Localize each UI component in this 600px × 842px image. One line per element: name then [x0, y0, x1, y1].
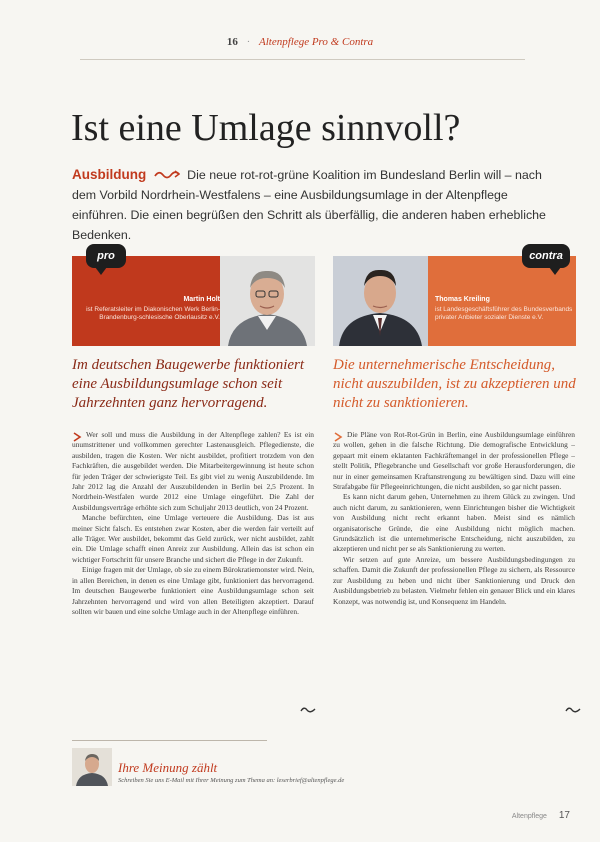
header-separator: · — [246, 36, 251, 48]
running-header — [0, 36, 600, 48]
contra-author-info — [435, 296, 575, 323]
contra-badge: contra — [522, 244, 570, 268]
opinion-subtitle: Schreiben Sie uns E-Mail mit Ihrer Meinung zum Thema an: leserbrief@altenpflege.de — [118, 777, 345, 784]
contra-thesis: Die unternehmerische Entscheidung, nicht auszubilden, ist zu akzeptieren und nicht zu sanktionieren. — [333, 357, 576, 411]
editor-avatar — [72, 748, 112, 786]
chevron-right-icon — [333, 432, 343, 442]
page-title: Ist eine Umlage sinnvoll? — [71, 107, 461, 149]
body-paragraph: Manche befürchten, eine Umlage verteuere die Ausbildung. Das ist aus meiner Sicht falsch. Es entstehen zwar Kosten, aber die werden fair verteilt auf alle Träger. Wer ausbildet, bekommt das Geld zurück, wer nicht ausbildet, zahlt ein. Die Umlage schafft einen Anreiz zur Ausbildung. Allein das ist schon ein wichtiger Fortschritt für unsere Branche und sichert die Pflege in der Zukunft. — [72, 513, 314, 564]
portrait-icon — [72, 748, 112, 786]
page-number: 16 — [226, 36, 238, 48]
section-name: Altenpflege Pro & Contra — [259, 36, 374, 48]
body-paragraph: Einige fragen mit der Umlage, ob sie zu einem Bürokratiemonster wird. Nein, in allen Bereichen, in denen es eine Umlage gibt, funktioniert das hervorragend. Im deutschen Baugewerbe funktioniert eine Ausbildungsumlage schon seit Jahrzehnten hervorragend und wird von allen Beteiligten akzeptiert. Darauf sollten wir bauen und eine solche Umlage auch in der Altenpflege einführen. — [72, 565, 314, 616]
wave-end-icon — [300, 706, 316, 714]
wave-end-icon — [565, 706, 581, 714]
lead-text: Die neue rot-rot-grüne Koalition im Bundesland Berlin will – nach dem Vorbild Nordrhein-Westfalens – eine Ausbildungsumlage in der Altenpflege einführen. Die einen begrüßen den Schritt als überfällig, die anderen haben erhebliche Bedenken. — [72, 168, 546, 242]
pro-thesis: Im deutschen Baugewerbe funktioniert eine Ausbildungsumlage schon seit Jahrzehnten ganz hervorragend. — [72, 357, 305, 411]
opinion-rule — [72, 740, 267, 741]
body-paragraph: Die Pläne von Rot-Rot-Grün in Berlin, eine Ausbildungsumlage einführen zu wollen, gehen in die falsche Richtung. Die demografische Entwicklung – gepaart mit einem eklatanten Fachkräftemangel in der professionellen Pflege – stellt Politik, Pflegebranche und Gesellschaft vor große Herausforderungen, die nur in einer gemeinsamen Kraftanstrengung zu bewältigen sind. Dazu will eine Strafabgabe für Pflegeeinrichtungen, die nicht ausbilden, so gar nicht passen. — [333, 430, 575, 492]
contra-body-text — [333, 430, 575, 607]
opinion-title: Ihre Meinung zählt — [118, 760, 218, 775]
chevron-right-icon — [72, 432, 82, 442]
pro-author-panel — [72, 256, 315, 346]
pro-badge: pro — [86, 244, 126, 268]
body-paragraph: Wer soll und muss die Ausbildung in der Altenpflege zahlen? Es ist ein unumstrittener und vollkommen gerechter Lastenausgleich. Pflegedienste, die ausbilden, tragen die Kosten. Wer nicht ausbildet, profitiert trotzdem von den Fachkräften, die ausgebildet werden. Die Mitarbeitergewinnung ist heute schon für jeden Träger der schwierigste Teil. Es gibt viel zu wenig Auszubildende. Im Jahr 2012 lag die Anzahl der Auszubildenden in Berlin bei 2,5 Prozent. In Nordrhein-Westfalen wurde 2012 eine Umlage eingeführt. Die Zahl der Ausbildungsverträge erhöhte sich zum Schuljahr 2013 deutlich, von 24 Prozent. — [72, 430, 314, 512]
header-rule — [80, 59, 525, 60]
portrait-icon — [220, 256, 315, 346]
lead-keyword: Ausbildung — [72, 167, 147, 182]
pro-author-role: ist Referatsleiter im Diakonischen Werk Berlin-Brandenburg-schlesische Oberlausitz e.V. — [86, 305, 220, 321]
pro-body-text — [72, 430, 314, 617]
body-paragraph: Es kann nicht darum gehen, Unternehmen zu ihrem Glück zu zwingen. Und auch nicht darum, zu sanktionieren, wenn Einrichtungen bisher die Wichtigkeit von Ausbildung nicht recht erkannt haben. Meist sind es nämlich organisatorische Gründe, die eine Ausbildung nicht möglich machen. Grundsätzlich ist die unternehmerische Entscheidung, nicht auszubilden, zu akzeptieren und nicht per se als Sanktionierung zu werten. — [333, 492, 575, 554]
pro-author-photo — [220, 256, 315, 346]
portrait-icon — [333, 256, 428, 346]
page-footer — [512, 810, 570, 821]
contra-author-role: ist Landesgeschäftsführer des Bundesverbands privater Anbieter sozialer Dienste e.V. — [435, 305, 573, 321]
contra-author-name: Thomas Kreiling — [435, 296, 490, 303]
pro-author-info — [80, 296, 220, 323]
body-paragraph: Wir setzen auf gute Anreize, um bessere Ausbildungsbedingungen zu schaffen. Damit die Zukunft der professionellen Pflege zu sichern, als Ressource zur Ausbildung zu heben und nicht über Sanktionierung und Druck den Ausbildungsbetrieb zu belasten. Vielmehr fehlen ein genauer Blick und ein klares Konzept, was notwendig ist, und Konsequenz im Handeln. — [333, 554, 575, 606]
contra-author-panel — [333, 256, 576, 346]
lead-paragraph — [72, 165, 552, 245]
contra-author-photo — [333, 256, 428, 346]
pro-author-name: Martin Holt — [183, 296, 220, 303]
wave-arrow-icon — [154, 170, 180, 180]
footer-label: Altenpflege — [511, 813, 547, 820]
footer-page-number: 17 — [558, 810, 570, 821]
